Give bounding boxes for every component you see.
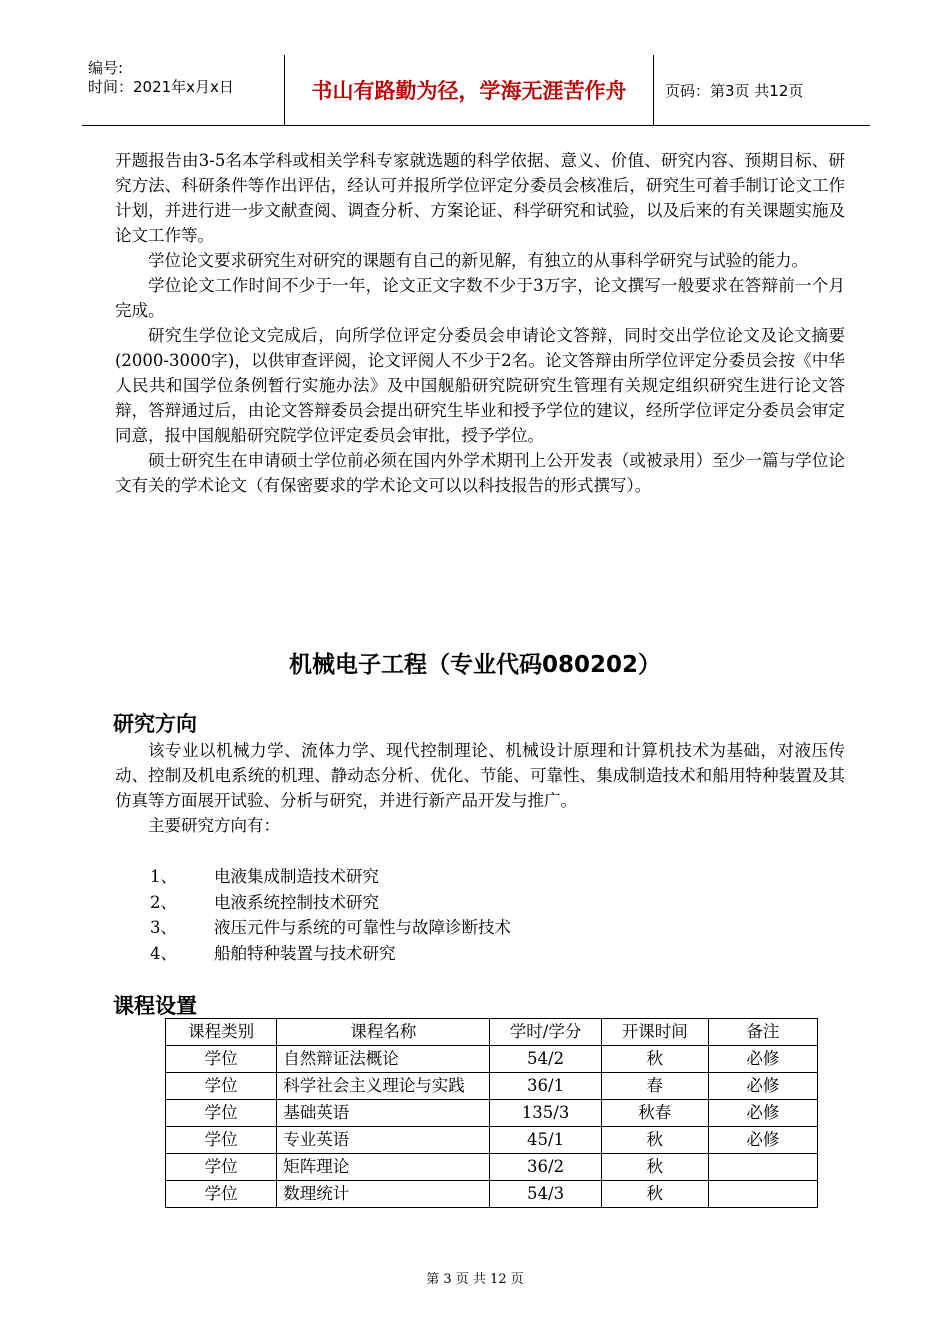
- body-text: [115, 148, 845, 498]
- table-cell: 必修: [708, 1073, 817, 1100]
- table-cell: 秋: [601, 1154, 708, 1181]
- table-cell: 必修: [708, 1100, 817, 1127]
- table-row: [166, 1046, 818, 1073]
- table-cell: 45/1: [490, 1127, 601, 1154]
- table-cell: 矩阵理论: [277, 1154, 490, 1181]
- table-cell: [708, 1181, 817, 1208]
- list-number: 1、: [150, 867, 177, 886]
- section-title: 机械电子工程（专业代码080202）: [288, 652, 662, 678]
- list-text: 船舶特种装置与技术研究: [214, 943, 396, 963]
- table-row: [166, 1127, 818, 1154]
- list-item: [150, 864, 511, 890]
- list-item: [150, 890, 511, 916]
- table-cell: [708, 1154, 817, 1181]
- research-heading: 研究方向: [113, 712, 197, 736]
- table-cell: 自然辩证法概论: [277, 1046, 490, 1073]
- table-cell: 135/3: [490, 1100, 601, 1127]
- paragraph: 学位论文要求研究生对研究的课题有自己的新见解，有独立的从事科学研究与试验的能力。: [148, 251, 808, 270]
- table-cell: 秋: [601, 1181, 708, 1208]
- time-label: 时间：2021年x月x日: [88, 78, 234, 96]
- research-block: [115, 738, 845, 838]
- table-cell: 36/2: [490, 1154, 601, 1181]
- paragraph: 硕士研究生在申请硕士学位前必须在国内外学术期刊上公开发表（或被录用）至少一篇与学位论文有关的学术论文（有保密要求的学术论文可以以科技报告的形式撰写）。: [115, 451, 845, 495]
- table-cell: 数理统计: [277, 1181, 490, 1208]
- table-cell: 学位: [166, 1046, 277, 1073]
- table-cell: 学位: [166, 1073, 277, 1100]
- list-number: 2、: [150, 892, 177, 912]
- table-row: [166, 1073, 818, 1100]
- table-row: [166, 1181, 818, 1208]
- list-item: [150, 915, 511, 941]
- table-cell: 学位: [166, 1181, 277, 1208]
- table-cell: 必修: [708, 1046, 817, 1073]
- table-cell: 春: [601, 1073, 708, 1100]
- page-header: [82, 55, 870, 126]
- header-cell: 学时/学分: [490, 1019, 601, 1046]
- table-cell: 必修: [708, 1127, 817, 1154]
- directions-list: [150, 864, 511, 966]
- header-motto: 书山有路勤为径，学海无涯苦作舟: [284, 55, 654, 125]
- header-meta: [88, 59, 288, 97]
- list-number: 4、: [150, 943, 177, 963]
- paragraph: 研究生学位论文完成后，向所学位评定分委员会申请论文答辩，同时交出学位论文及论文摘要(2000-3000字)，以供审查评阅，论文评阅人不少于2名。论文答辩由所学位评定分委员会按《中华人民共和国学位条例暂行实施办法》及中国舰船研究院研究生管理有关规定组织研究生进行论文答辩，答辩通过后，由论文答辩委员会提出研究生毕业和授予学位的建议，经所学位评定分委员会审定同意，报中国舰船研究院学位评定委员会审批，授予学位。: [115, 326, 845, 445]
- course-table: [165, 1018, 818, 1208]
- table-cell: 学位: [166, 1154, 277, 1181]
- table-cell: 学位: [166, 1100, 277, 1127]
- number-label: 编号:: [88, 59, 124, 77]
- header-cell: 课程类别: [166, 1019, 277, 1046]
- paragraph: 开题报告由3-5名本学科或相关学科专家就选题的科学依据、意义、价值、研究内容、预期目标、研究方法、科研条件等作出评估，经认可并报所学位评定分委员会核准后，研究生可着手制订论文工作计划，并进行进一步文献查阅、调查分析、方案论证、科学研究和试验，以及后来的有关课题实施及论文工作等。: [115, 151, 845, 245]
- header-page-info: 页码：第3页 共12页: [665, 81, 804, 100]
- list-text: 电液集成制造技术研究: [214, 867, 379, 886]
- header-cell: 备注: [708, 1019, 817, 1046]
- paragraph: 学位论文工作时间不少于一年，论文正文字数不少于3万字，论文撰写一般要求在答辩前一个月完成。: [115, 276, 845, 320]
- table-row: [166, 1100, 818, 1127]
- header-cell: 开课时间: [601, 1019, 708, 1046]
- table-cell: 54/2: [490, 1046, 601, 1073]
- research-intro: 该专业以机械力学、流体力学、现代控制理论、机械设计原理和计算机技术为基础，对液压传动、控制及机电系统的机理、静动态分析、优化、节能、可靠性、集成制造技术和船用特种装置及其仿真等方面展开试验、分析与研究，并进行新产品开发与推广。: [115, 741, 845, 810]
- table-cell: 秋春: [601, 1100, 708, 1127]
- list-text: 液压元件与系统的可靠性与故障诊断技术: [214, 918, 511, 937]
- table-cell: 科学社会主义理论与实践: [277, 1073, 490, 1100]
- table-header-row: [166, 1019, 818, 1046]
- table-cell: 学位: [166, 1127, 277, 1154]
- table-cell: 秋: [601, 1127, 708, 1154]
- list-number: 3、: [150, 918, 177, 937]
- header-cell: 课程名称: [277, 1019, 490, 1046]
- table-cell: 专业英语: [277, 1127, 490, 1154]
- page-footer: 第 3 页 共 12 页: [426, 1272, 524, 1287]
- table-cell: 基础英语: [277, 1100, 490, 1127]
- list-item: [150, 941, 511, 967]
- table-row: [166, 1154, 818, 1181]
- directions-lead: 主要研究方向有：: [148, 816, 280, 835]
- list-text: 电液系统控制技术研究: [214, 892, 379, 912]
- course-heading: 课程设置: [113, 994, 197, 1018]
- table-cell: 36/1: [490, 1073, 601, 1100]
- table-cell: 秋: [601, 1046, 708, 1073]
- table-cell: 54/3: [490, 1181, 601, 1208]
